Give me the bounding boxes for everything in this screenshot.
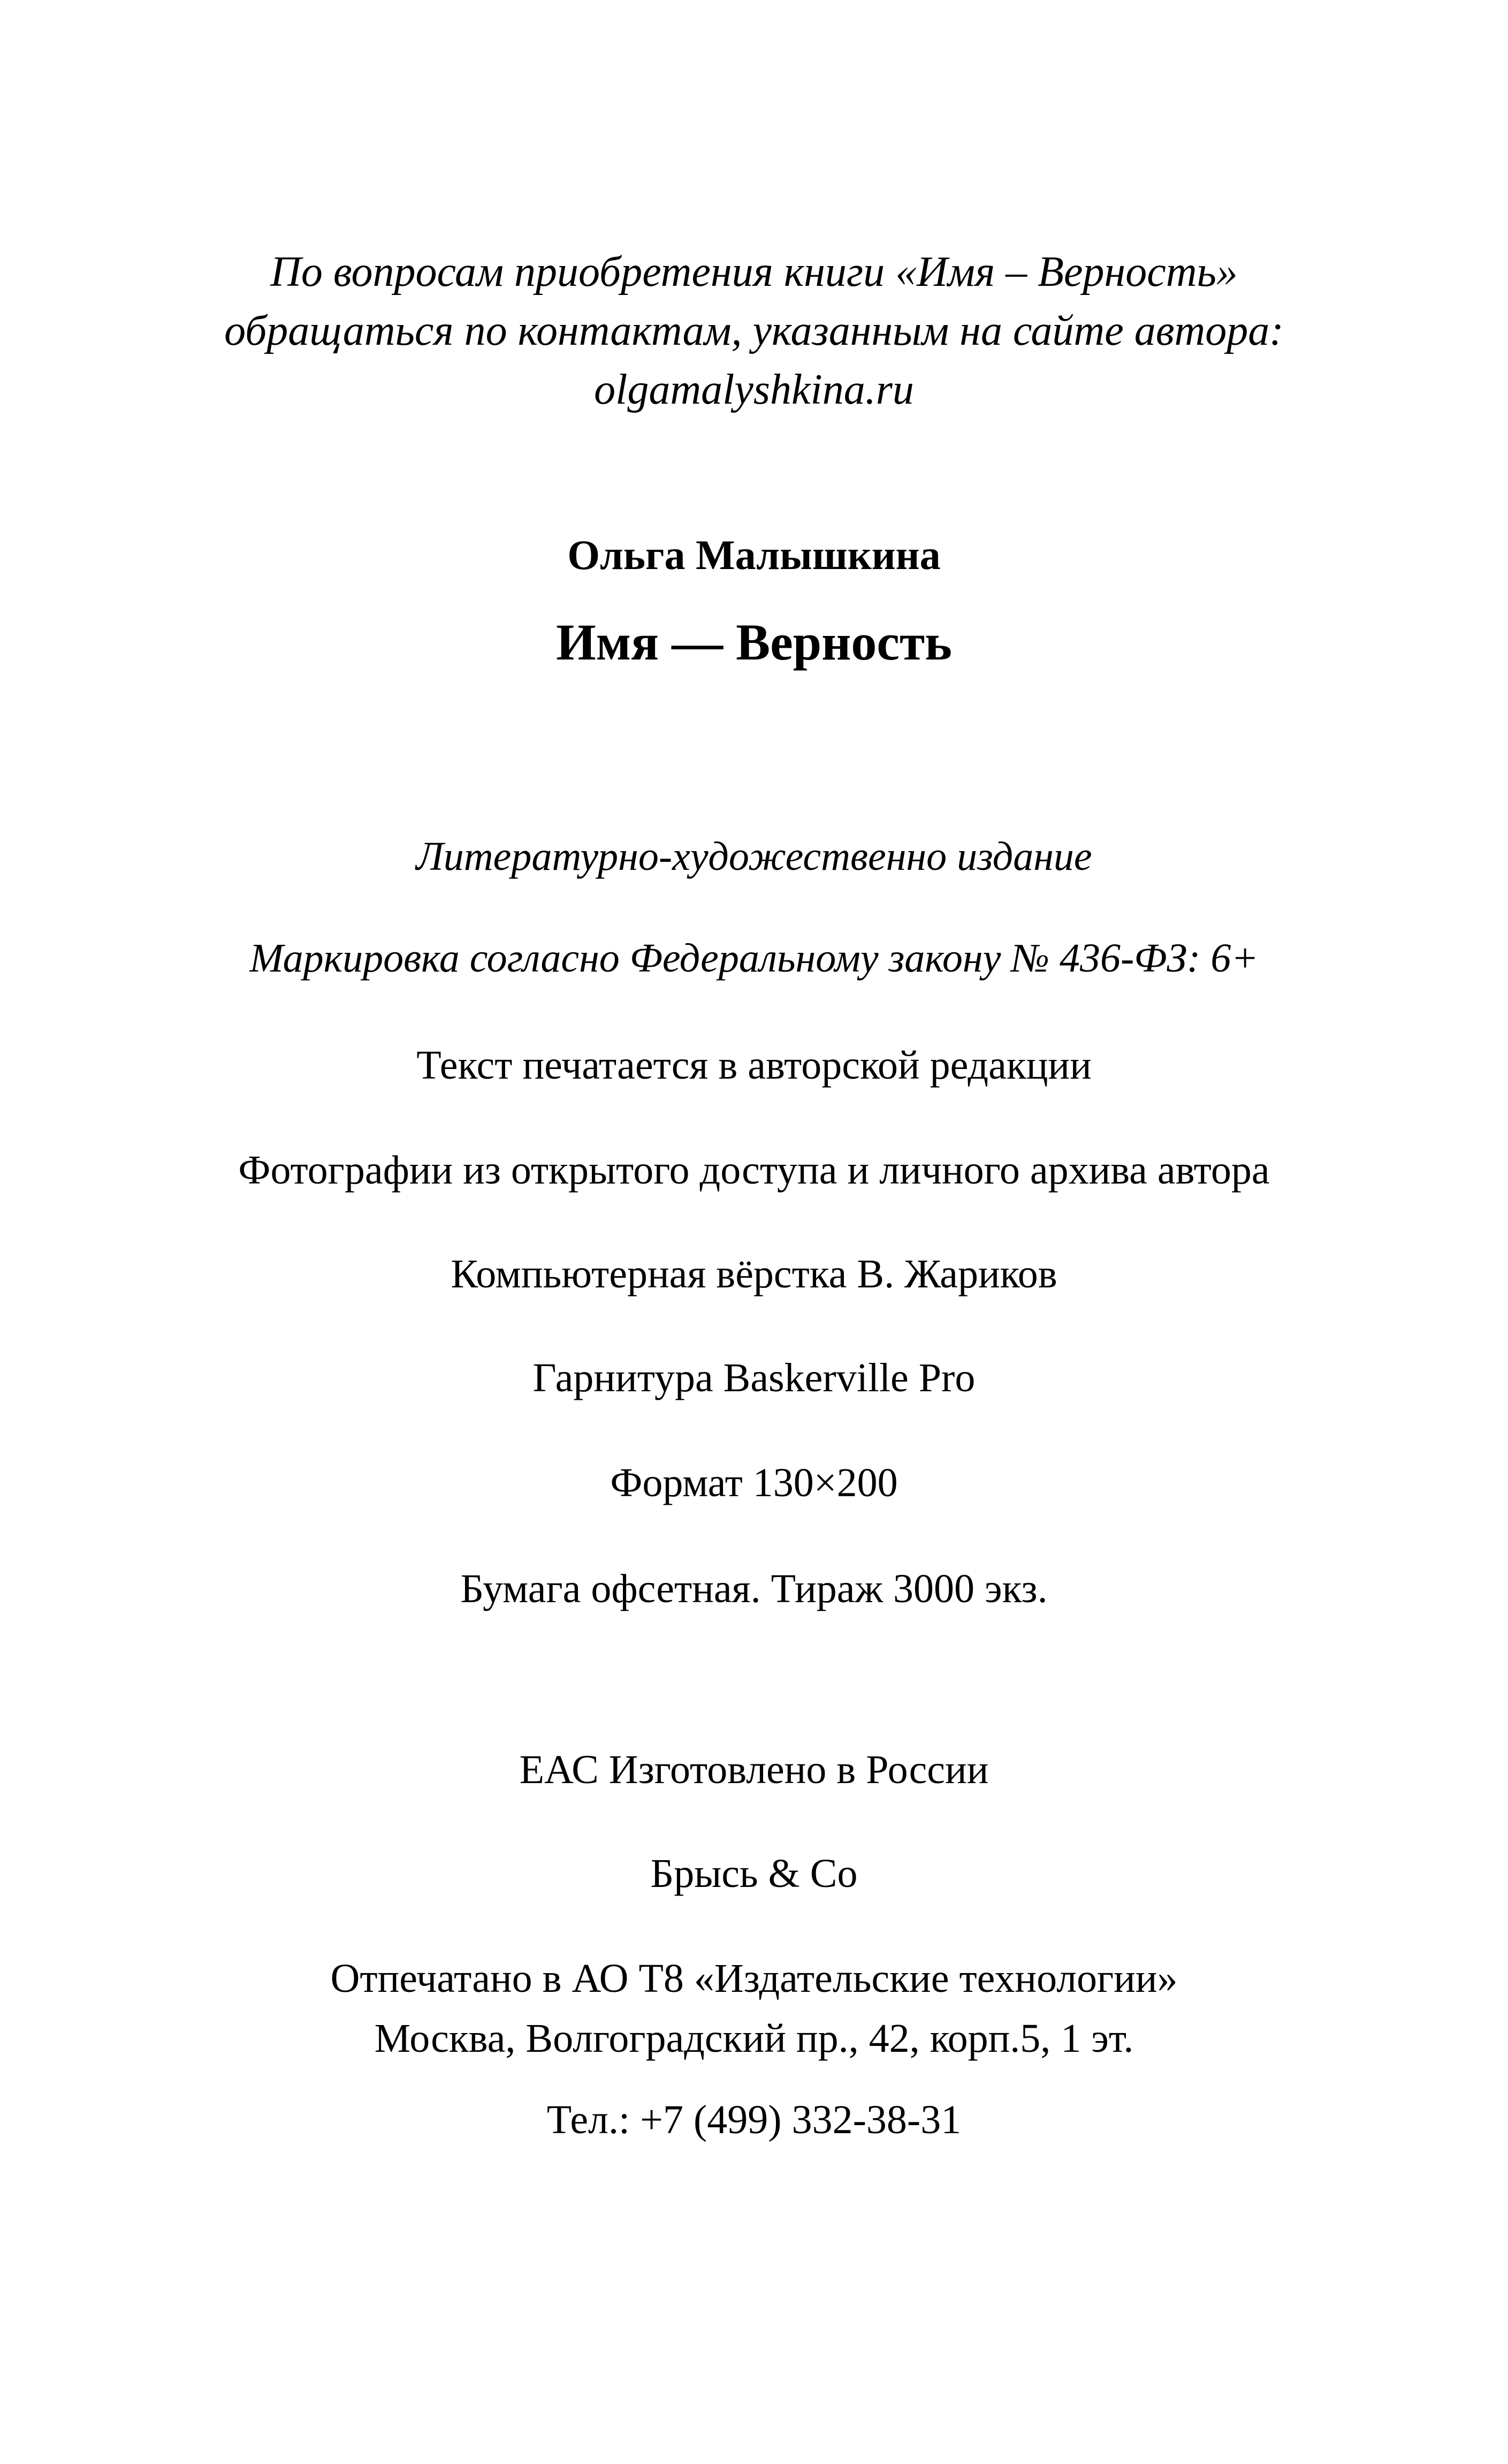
age-marking: Маркировка согласно Федеральному закону № 436-ФЗ: 6+: [249, 936, 1259, 981]
photos-note: Фотографии из открытого доступа и личного архива автора: [238, 1148, 1270, 1193]
purchase-line-1: По вопросам приобретения книги «Имя – Верность»: [270, 248, 1238, 295]
author-name: Ольга Малышкина: [567, 532, 941, 578]
layout-credit: Компьютерная вёрстка В. Жариков: [451, 1252, 1057, 1297]
book-format: Формат 130×200: [610, 1460, 898, 1505]
printer: Отпечатано в АО Т8 «Издательские технологии»: [330, 1956, 1178, 2001]
purchase-line-2: обращаться по контактам, указанным на сайте автора:: [224, 307, 1284, 354]
author-website: olgamalyshkina.ru: [594, 366, 914, 413]
printer-phone: Тел.: +7 (499) 332-38-31: [546, 2097, 962, 2142]
printer-address: Москва, Волгоградский пр., 42, корп.5, 1 эт.: [374, 2016, 1134, 2061]
paper-print-run: Бумага офсетная. Тираж 3000 экз.: [460, 1566, 1048, 1611]
edition-type: Литературно-художественно издание: [416, 834, 1092, 879]
text-edition-note: Текст печатается в авторской редакции: [416, 1043, 1092, 1088]
book-title: Имя — Верность: [556, 613, 952, 671]
typeface: Гарнитура Baskerville Pro: [532, 1355, 976, 1400]
made-in-russia: ЕАС Изготовлено в России: [519, 1747, 989, 1792]
publisher: Брысь & Co: [650, 1851, 858, 1896]
